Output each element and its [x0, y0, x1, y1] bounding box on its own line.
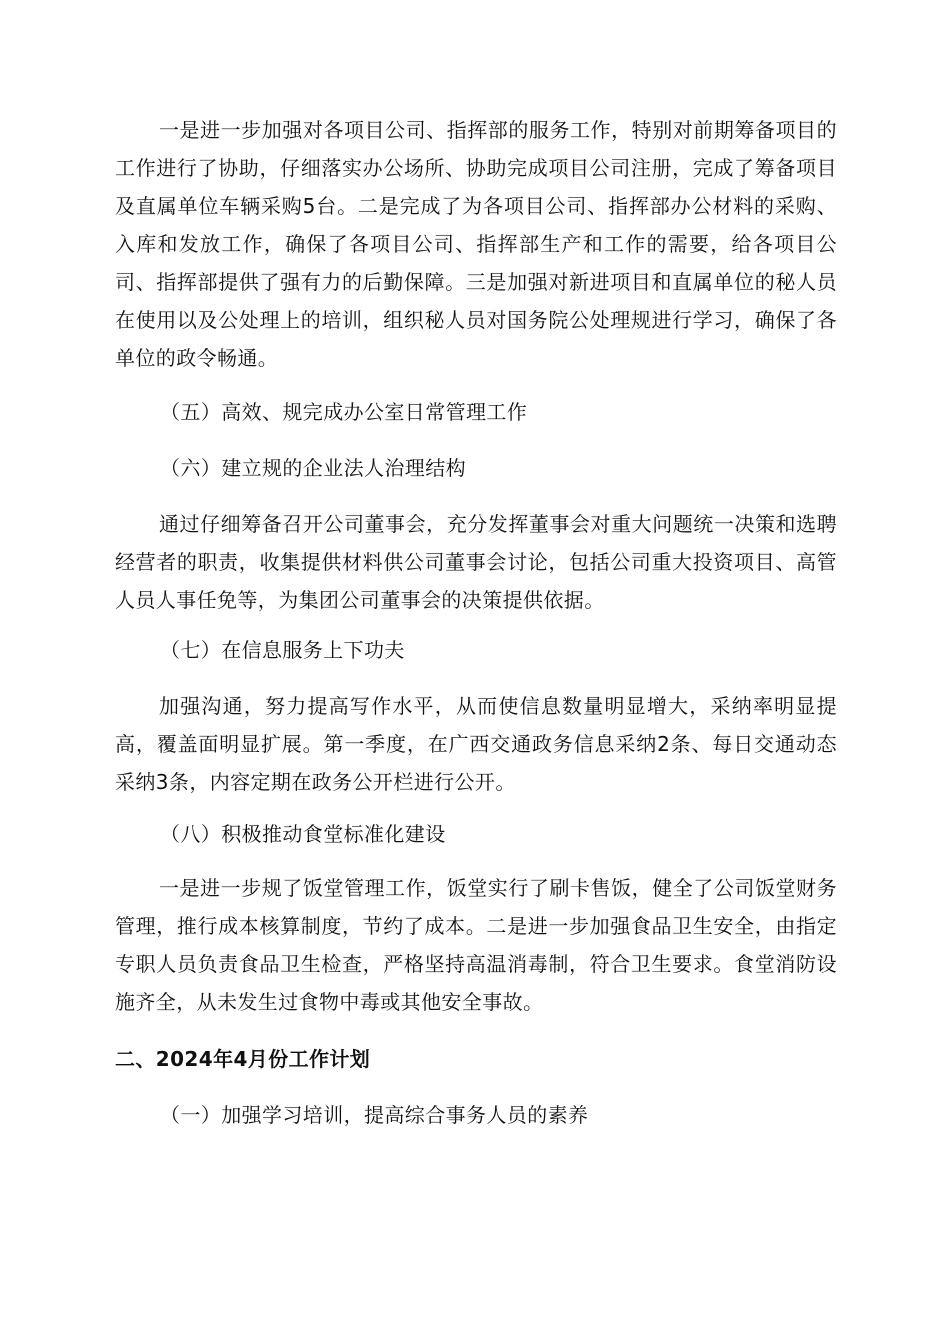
subheading-eight: （八）积极推动食堂标准化建设 [160, 822, 446, 846]
subheading-seven: （七）在信息服务上下功夫 [160, 638, 405, 662]
paragraph-board-meeting: 通过仔细筹备召开公司董事会，充分发挥董事会对重大问题统一决策和选聘经营者的职责，收集提供材料供公司董事会讨论，包括公司重大投资项目、高管人员人事任免等，为集团公司董事会的决策提供依据。 [115, 512, 837, 612]
paragraph-service-work: 一是进一步加强对各项目公司、指挥部的服务工作，特别对前期筹备项目的工作进行了协助，仔细落实办公场所、协助完成项目公司注册，完成了筹备项目及直属单位车辆采购5台。二是完成了为各项目公司、指挥部办公材料的采购、入库和发放工作，确保了各项目公司、指挥部生产和工作的需要，给各项目公司、指挥部提供了强有力的后勤保障。三是加强对新进项目和直属单位的秘人员在使用以及公处理上的培训，组织秘人员对国务院公处理规进行学习，确保了各单位的政令畅通。 [115, 118, 837, 370]
subheading-one: （一）加强学习培训，提高综合事务人员的素养 [160, 1103, 589, 1127]
paragraph-information-service: 加强沟通，努力提高写作水平，从而使信息数量明显增大，采纳率明显提高，覆盖面明显扩展。第一季度，在广西交通政务信息采纳2条、每日交通动态采纳3条，内容定期在政务公开栏进行公开。 [115, 694, 837, 794]
subheading-five: （五）高效、规完成办公室日常管理工作 [160, 400, 528, 424]
paragraph-canteen: 一是进一步规了饭堂管理工作，饭堂实行了刷卡售饭，健全了公司饭堂财务管理，推行成本核算制度，节约了成本。二是进一步加强食品卫生安全，由指定专职人员负责食品卫生检查，严格坚持高温消毒制，符合卫生要求。食堂消防设施齐全，从未发生过食物中毒或其他安全事故。 [115, 876, 837, 1014]
section-heading-april-plan: 二、2024年4月份工作计划 [115, 1047, 371, 1071]
subheading-six: （六）建立规的企业法人治理结构 [160, 456, 466, 480]
